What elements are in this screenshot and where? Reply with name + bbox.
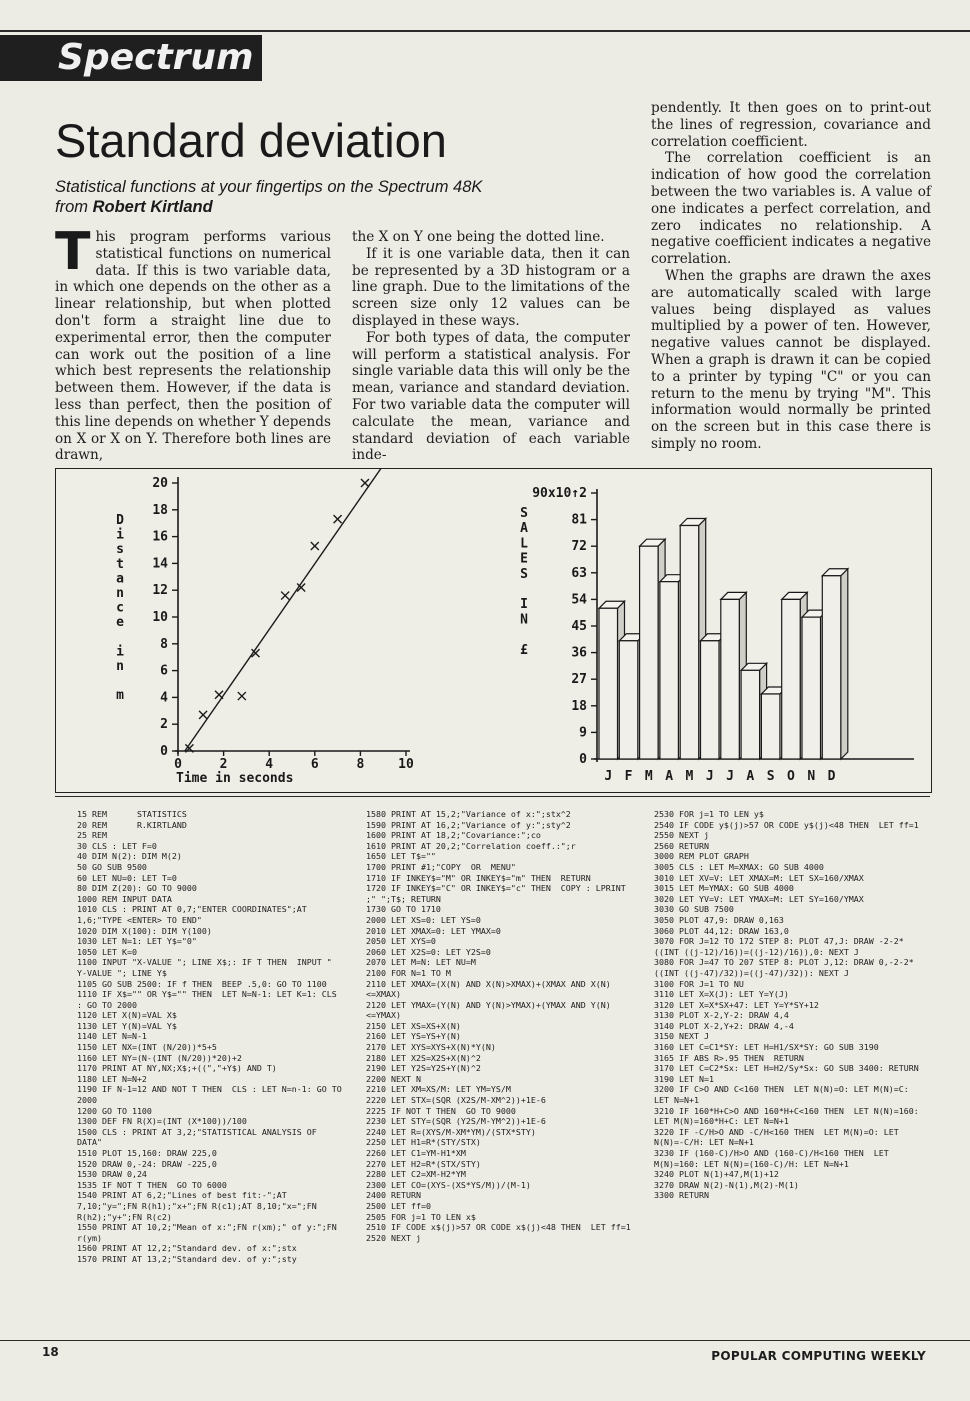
listing-line: 3120 LET X=X*SX+47: LET Y=Y*SY+12	[654, 999, 819, 1010]
data-point	[281, 592, 289, 600]
data-point	[199, 711, 207, 719]
listing-line: 1510 PLOT 15,160: DRAW 225,0	[77, 1148, 217, 1158]
listing-line: 2190 LET Y2S=Y2S+Y(N)^2	[366, 1063, 481, 1074]
listing-line: 2200 NEXT N	[366, 1073, 421, 1084]
scatter-chart	[56, 469, 496, 792]
article-column-3	[651, 100, 931, 453]
bar-front	[782, 599, 801, 759]
listing-line: 2530 FOR j=1 TO LEN y$	[654, 809, 764, 819]
bar-category-label: O	[787, 769, 795, 784]
scatter-x-tick-label: 6	[310, 757, 319, 772]
bottom-rule	[0, 1340, 970, 1341]
listing-line: 1180 LET N=N+2	[77, 1073, 147, 1084]
scatter-x-tick-label: 4	[265, 757, 274, 772]
data-point	[334, 515, 342, 523]
listing-line: 2160 LET YS=YS+Y(N)	[366, 1031, 461, 1042]
data-point	[361, 479, 369, 487]
listing-line: 3030 GO SUB 7500	[654, 904, 734, 915]
listing-line: 20 REM R.KIRTLAND	[77, 819, 187, 830]
bar-category-label: M	[685, 769, 694, 784]
bar-y-axis-label	[520, 506, 528, 658]
listing-line: 3150 NEXT J	[654, 1031, 709, 1042]
program-listing-column-2	[366, 809, 634, 1243]
scatter-y-label-char: n	[116, 659, 124, 674]
listing-line: 2120 LET YMAX=(Y(N) AND Y(N)>YMAX)+(YMAX AND Y(N)<=YMAX)	[366, 999, 611, 1021]
bar-y-label-char: E	[520, 551, 528, 567]
bar-y-tick-label: 54	[571, 592, 587, 608]
data-point	[311, 542, 319, 550]
scatter-y-tick-label: 8	[160, 636, 168, 652]
standfirst	[55, 177, 615, 217]
scatter-y-label-char: t	[116, 556, 124, 572]
scatter-x-tick-label: 10	[398, 757, 414, 772]
listing-line: 3000 REM PLOT GRAPH	[654, 851, 749, 862]
scatter-y-label-char	[116, 674, 124, 689]
listing-line: 1720 IF INKEY$="C" OR INKEY$="c" THEN COPY : LPRINT ;" ";T$; RETURN	[366, 883, 631, 904]
listing-line: 2560 RETURN	[654, 840, 709, 851]
listing-line: 1520 DRAW 0,-24: DRAW -225,0	[77, 1158, 217, 1169]
listing-line: 2520 NEXT j	[366, 1232, 421, 1243]
bar-side	[841, 569, 848, 759]
figure-panel	[55, 468, 932, 793]
listing-line: 3015 LET M=YMAX: GO SUB 4000	[654, 883, 794, 894]
bar-category-label: A	[665, 769, 674, 784]
scatter-x-tick-label: 8	[356, 757, 365, 772]
scatter-y-tick-label: 2	[160, 717, 168, 733]
listing-line: 2510 IF CODE x$(j)>57 OR CODE x$(j)<48 THEN LET ff=1	[366, 1222, 631, 1233]
bar-front	[822, 576, 841, 759]
scatter-y-label-char: i	[116, 644, 124, 660]
bar-front	[741, 670, 760, 759]
listing-line: 1170 PRINT AT NY,NX;X$;+((","+Y$) AND T)	[77, 1063, 277, 1074]
data-point	[238, 692, 246, 700]
listing-line: 1200 GO TO 1100	[77, 1105, 152, 1116]
listing-line: 1050 LET K=0	[77, 946, 137, 957]
scatter-y-label-char: s	[116, 542, 124, 558]
listing-line: 3170 LET C=C2*Sx: LET H=H2/Sy*Sx: GO SUB 3400: RETURN	[654, 1063, 919, 1074]
listing-line: 3300 RETURN	[654, 1190, 709, 1201]
listing-line: 2150 LET XS=XS+X(N)	[366, 1020, 461, 1031]
scatter-y-label-char: m	[116, 688, 124, 704]
bar-y-tick-label: 81	[571, 512, 587, 528]
bar-y-label-char: L	[520, 536, 528, 552]
listing-line: 60 LET NU=0: LET T=0	[77, 872, 177, 883]
listing-line: 15 REM STATISTICS	[77, 809, 187, 819]
listing-line: 1535 IF NOT T THEN GO TO 6000	[77, 1179, 227, 1190]
listing-line: 2170 LET XYS=XYS+X(N)*Y(N)	[366, 1042, 496, 1053]
listing-line: 1300 DEF FN R(X)=(INT (X*100))/100	[77, 1116, 247, 1127]
listing-line: 1020 DIM X(100): DIM Y(100)	[77, 925, 212, 936]
bar-y-tick-label: 90x10↑2	[532, 486, 587, 501]
listing-line: 1590 PRINT AT 16,2;"Variance of y:";sty^2	[366, 819, 571, 830]
scatter-y-tick-label: 0	[160, 744, 168, 759]
page-number: 18	[42, 1345, 59, 1359]
listing-line: 1530 DRAW 0,24	[77, 1169, 147, 1180]
bar-y-tick-label: 72	[571, 539, 587, 555]
listing-line: 2230 LET STY=(SQR (Y2S/M-YM^2))+1E-6	[366, 1116, 546, 1127]
scatter-y-tick-label: 14	[152, 556, 168, 572]
listing-line: 3130 PLOT X-2,Y-2: DRAW 4,4	[654, 1010, 789, 1021]
article-paragraph: When the graphs are drawn the axes are automatically scaled with large values being displayed as values multiplied by a power of ten. However, negative values cannot be displayed. When a graph is drawn it can be copied to a printer by typing "C" or you can return to the menu by trying "M". This information would normally be printed on the screen but in this case there is simply no room.	[651, 267, 931, 452]
bar-front	[721, 599, 740, 759]
scatter-x-axis-label: Time in seconds	[176, 771, 294, 786]
scatter-y-tick-label: 10	[152, 610, 168, 625]
bar-y-tick-label: 63	[571, 565, 587, 581]
bar-category-label: F	[624, 769, 633, 784]
bar-y-tick-label: 9	[579, 725, 587, 741]
listing-line: 2505 FOR j=1 TO LEN x$	[366, 1211, 476, 1222]
listing-line: 3080 FOR J=47 TO 207 STEP 8: PLOT J,12: DRAW 0,-2-2*((INT ((j-47)/32))=((j-47)/32)): NEXT J	[654, 957, 914, 978]
scatter-x-tick-label: 0	[174, 757, 182, 772]
listing-line: 1105 GO SUB 2500: IF f THEN BEEP .5,0: GO TO 1100	[77, 978, 327, 989]
bar-category-label: S	[766, 769, 775, 784]
listing-line: 1710 IF INKEY$="M" OR INKEY$="m" THEN RETURN	[366, 872, 591, 883]
listing-line: 1700 PRINT #1;"COPY OR MENU"	[366, 861, 516, 872]
listing-line: 40 DIM N(2): DIM M(2)	[77, 851, 182, 862]
listing-line: 3050 PLOT 47,9: DRAW 0,163	[654, 914, 784, 925]
scatter-y-tick-label: 4	[160, 690, 168, 706]
listing-line: 2540 IF CODE y$(j)>57 OR CODE y$(j)<48 THEN LET ff=1	[654, 819, 919, 830]
listing-line: 2010 LET XMAX=0: LET YMAX=0	[366, 925, 501, 936]
bar-y-tick-label: 18	[571, 698, 587, 714]
listing-line: 2400 RETURN	[366, 1190, 421, 1201]
listing-line: 2180 LET X2S=X2S+X(N)^2	[366, 1052, 481, 1063]
listing-line: 2050 LET XYS=0	[366, 936, 436, 947]
listing-line: 3240 PLOT N(1)+47,M(1)+12	[654, 1169, 779, 1180]
bar-front	[701, 641, 720, 759]
magazine-name: POPULAR COMPUTING WEEKLY	[711, 1349, 926, 1363]
scatter-y-label-char: i	[116, 527, 124, 543]
scatter-y-tick-label: 16	[152, 529, 168, 545]
listing-line: 2550 NEXT j	[654, 830, 709, 841]
section-label: Spectrum	[58, 37, 254, 78]
listing-line: 3200 IF C>O AND C<160 THEN LET N(N)=O: LET M(N)=C: LET N=N+1	[654, 1084, 914, 1106]
bar-category-label: J	[726, 769, 734, 784]
bar-front	[619, 641, 638, 759]
listing-line: 2300 LET CO=(XYS-(XS*YS/M))/(M-1)	[366, 1179, 531, 1190]
scatter-y-tick-label: 18	[152, 502, 168, 518]
listing-line: 2250 LET H1=R*(STY/STX)	[366, 1137, 481, 1148]
bar-y-label-char: S	[520, 566, 528, 582]
byline-prefix: from	[55, 198, 93, 216]
scatter-y-label-char: a	[116, 571, 124, 587]
listing-line: 1580 PRINT AT 15,2;"Variance of x:";stx^2	[366, 809, 571, 819]
bar-category-label: N	[807, 769, 816, 784]
listing-line: 1120 LET X(N)=VAL X$	[77, 1010, 177, 1021]
listing-line: 1000 REM INPUT DATA	[77, 893, 172, 904]
listing-line: 2260 LET C1=YM-H1*XM	[366, 1148, 466, 1158]
listing-line: 1150 LET NX=(INT (N/20))*5+5	[77, 1042, 217, 1053]
listing-line: 3010 LET XV=V: LET XMAX=M: LET SX=160/XMAX	[654, 872, 864, 883]
listing-line: 3060 PLOT 44,12: DRAW 163,0	[654, 925, 789, 936]
bar-y-tick-label: 45	[571, 619, 587, 634]
scatter-y-tick-label: 12	[152, 583, 168, 599]
scatter-y-label-char	[116, 630, 124, 645]
listing-line: 3140 PLOT X-2,Y+2: DRAW 4,-4	[654, 1020, 794, 1031]
bar-y-label-char: N	[520, 612, 528, 628]
listing-line: 1130 LET Y(N)=VAL Y$	[77, 1020, 177, 1031]
bar-category-label: D	[827, 769, 836, 784]
bar-y-label-char	[520, 582, 528, 597]
standfirst-text: Statistical functions at your fingertips on the Spectrum 48K	[55, 178, 483, 196]
listing-line: 1540 PRINT AT 6,2;"Lines of best fit:-";AT 7,10;"y=";FN R(h1);"x+";FN R(c1);AT 8,10;"x=";FN R(h2);"y+";FN R(c2)	[77, 1190, 322, 1222]
listing-line: 50 GO SUB 9500	[77, 861, 147, 872]
scatter-y-label-char: c	[116, 600, 124, 616]
listing-line: 1550 PRINT AT 10,2;"Mean of x:";FN r(xm);" of y:";FN r(ym)	[77, 1222, 342, 1243]
bar-category-label: J	[705, 769, 714, 784]
listing-line: 2270 LET H2=R*(STX/STY)	[366, 1158, 481, 1169]
listing-line: 80 DIM Z(20): GO TO 9000	[77, 883, 197, 894]
listing-line: 1730 GO TO 1710	[366, 904, 441, 915]
listing-line: 1600 PRINT AT 18,2;"Covariance:";co	[366, 830, 541, 841]
bar-y-label-char: I	[520, 597, 528, 613]
listing-line: 25 REM	[77, 830, 107, 841]
bar-front	[660, 582, 679, 759]
byline: Robert Kirtland	[92, 198, 213, 216]
listing-line: 1110 IF X$="" OR Y$="" THEN LET N=N-1: LET K=1: CLS : GO TO 2000	[77, 989, 342, 1010]
bar-front	[802, 617, 821, 759]
bar-y-tick-label: 27	[571, 672, 587, 688]
listing-line: 2210 LET XM=XS/M: LET YM=YS/M	[366, 1084, 511, 1095]
listing-line: 1650 LET T$=""	[366, 851, 436, 862]
listing-line: 1500 CLS : PRINT AT 3,2;"STATISTICAL ANALYSIS OF DATA"	[77, 1126, 322, 1148]
listing-line: 3070 FOR J=12 TO 172 STEP 8: PLOT 47,J: DRAW -2-2*((INT ((j-12)/16))=((j-12)/16)),0: NEXT J	[654, 936, 904, 957]
listing-line: 3190 LET N=1	[654, 1073, 714, 1084]
scatter-y-tick-label: 6	[160, 663, 168, 679]
listing-line: 2100 FOR N=1 TO M	[366, 967, 451, 978]
listing-line: 1010 CLS : PRINT AT 0,7;"ENTER COORDINATES";AT 1,6;"TYPE <ENTER> TO END"	[77, 904, 312, 925]
histogram-bar	[822, 569, 848, 759]
article-column-1	[55, 222, 331, 464]
listing-line: 2240 LET R=(XYS/M-XM*YM)/(STX*STY)	[366, 1126, 536, 1137]
listing-line: 1100 INPUT "X-VALUE "; LINE X$;: IF T THEN INPUT " Y-VALUE "; LINE Y$	[77, 957, 337, 978]
program-listing-column-1	[77, 809, 345, 1265]
article-paragraph: The correlation coefficient is an indication of how good the correlation between the two variables is. A value of one indicates a perfect correlation, and zero indicates no relationship. A negative coefficient indicates a negative correlation.	[651, 150, 931, 268]
headline: Standard deviation	[55, 114, 447, 167]
listing-line: 3160 LET C=C1*SY: LET H=H1/SX*SY: GO SUB 3190	[654, 1042, 879, 1053]
article-paragraph: pendently. It then goes on to print-out the lines of regression, covariance and correlation coefficient.	[651, 100, 931, 150]
listing-line: 3270 DRAW N(2)-N(1),M(2)-M(1)	[654, 1179, 799, 1190]
listing-line: 3005 CLS : LET M=XMAX: GO SUB 4000	[654, 861, 824, 872]
bar-y-label-char: S	[520, 506, 528, 521]
article-paragraph: the X on Y one being the dotted line.	[352, 229, 605, 245]
bar-y-tick-label: 36	[571, 645, 587, 661]
top-rule	[0, 30, 970, 32]
listing-rule	[55, 796, 930, 797]
bar-front	[680, 526, 699, 759]
scatter-y-label-char: n	[116, 586, 124, 601]
listing-line: 1140 LET N=N-1	[77, 1031, 147, 1042]
bar-category-label: M	[644, 769, 653, 784]
scatter-y-tick-label: 20	[152, 476, 168, 491]
bar-chart	[496, 469, 926, 792]
bar-front	[640, 546, 659, 759]
listing-line: 1610 PRINT AT 20,2;"Correlation coeff.:";r	[366, 840, 576, 851]
article-paragraph: If it is one variable data, then it can be represented by a 3D histogram or a line graph. Due to the limitations of the screen size only 12 values can be displayed in these ways.	[352, 245, 630, 329]
listing-line: 1160 LET NY=(N-(INT (N/20))*20)+2	[77, 1052, 242, 1063]
listing-line: 1190 IF N-1=12 AND NOT T THEN CLS : LET N=n-1: GO TO 2000	[77, 1084, 347, 1106]
listing-line: 1570 PRINT AT 13,2;"Standard dev. of y:";sty	[77, 1253, 297, 1264]
bar-category-label: J	[604, 769, 613, 784]
listing-line: 3210 IF 160*H+C>O AND 160*H+C<160 THEN LET N(N)=160: LET M(N)=160*H+C: LET N=N+1	[654, 1105, 924, 1127]
listing-line: 2110 LET XMAX=(X(N) AND X(N)>XMAX)+(XMAX AND X(N)<=XMAX)	[366, 978, 611, 1000]
article-column-2	[352, 229, 630, 464]
listing-line: 3230 IF (160-C)/H>O AND (160-C)/H<160 THEN LET M(N)=160: LET N(N)=(160-C)/H: LET N=N+1	[654, 1148, 894, 1169]
bar-y-tick-label: 0	[579, 752, 587, 767]
scatter-y-axis-label	[116, 513, 124, 703]
listing-line: 2220 LET STX=(SQR (X2S/M-XM^2))+1E-6	[366, 1095, 546, 1106]
bar-category-label: A	[746, 769, 755, 784]
listing-line: 3100 FOR J=1 TO NU	[654, 978, 744, 989]
bar-y-label-char	[520, 628, 528, 643]
listing-line: 2500 LET ff=0	[366, 1200, 431, 1211]
article-paragraph: For both types of data, the computer will perform a statistical analysis. For single variable data this will only be the mean, variance and standard deviation. For two variable data the computer will calculate the mean, variance and standard deviation of each variable inde-	[352, 329, 630, 464]
listing-line: 2000 LET XS=0: LET YS=0	[366, 914, 481, 925]
scatter-y-label-char: e	[116, 615, 124, 631]
listing-line: 3165 IF ABS R>.95 THEN RETURN	[654, 1052, 804, 1063]
drop-cap: T	[55, 222, 91, 282]
bar-y-label-char: £	[520, 642, 528, 658]
listing-line: 1030 LET N=1: LET Y$="0"	[77, 936, 197, 947]
data-point	[215, 691, 223, 699]
listing-line: 2060 LET X2S=0: LET Y2S=0	[366, 946, 491, 957]
listing-line: 2280 LET C2=XM-H2*YM	[366, 1169, 466, 1180]
scatter-y-label-char: D	[116, 513, 124, 528]
listing-line: 1560 PRINT AT 12,2;"Standard dev. of x:";stx	[77, 1243, 297, 1254]
article-paragraph: his program performs various statistical functions on numerical data. If this is two variable data, in which one depends on the other as a linear relationship, but when plotted don't form a straight line due to experimental error, then the computer can work out the position of a line which best represents the relationship between them. However, if the data is less than perfect, then the position of this line depends on whether Y depends on X or X on Y. Therefore both lines are drawn,	[55, 229, 331, 464]
bar-y-label-char: A	[520, 521, 528, 537]
listing-line: 30 CLS : LET F=0	[77, 840, 157, 851]
scatter-x-tick-label: 2	[219, 757, 228, 772]
bar-front	[599, 608, 618, 759]
listing-line: 3020 LET YV=V: LET YMAX=M: LET SY=160/YMAX	[654, 893, 864, 904]
listing-line: 2225 IF NOT T THEN GO TO 9000	[366, 1105, 516, 1116]
program-listing-column-3	[654, 809, 922, 1201]
listing-line: 2070 LET M=N: LET NU=M	[366, 957, 476, 968]
bar-front	[761, 694, 780, 759]
listing-line: 3220 IF -C/H>O AND -C/H<160 THEN LET M(N)=O: LET N(N)=-C/H: LET N=N+1	[654, 1126, 904, 1148]
regression-line	[185, 469, 397, 751]
listing-line: 3110 LET X=X(J): LET Y=Y(J)	[654, 989, 789, 1000]
